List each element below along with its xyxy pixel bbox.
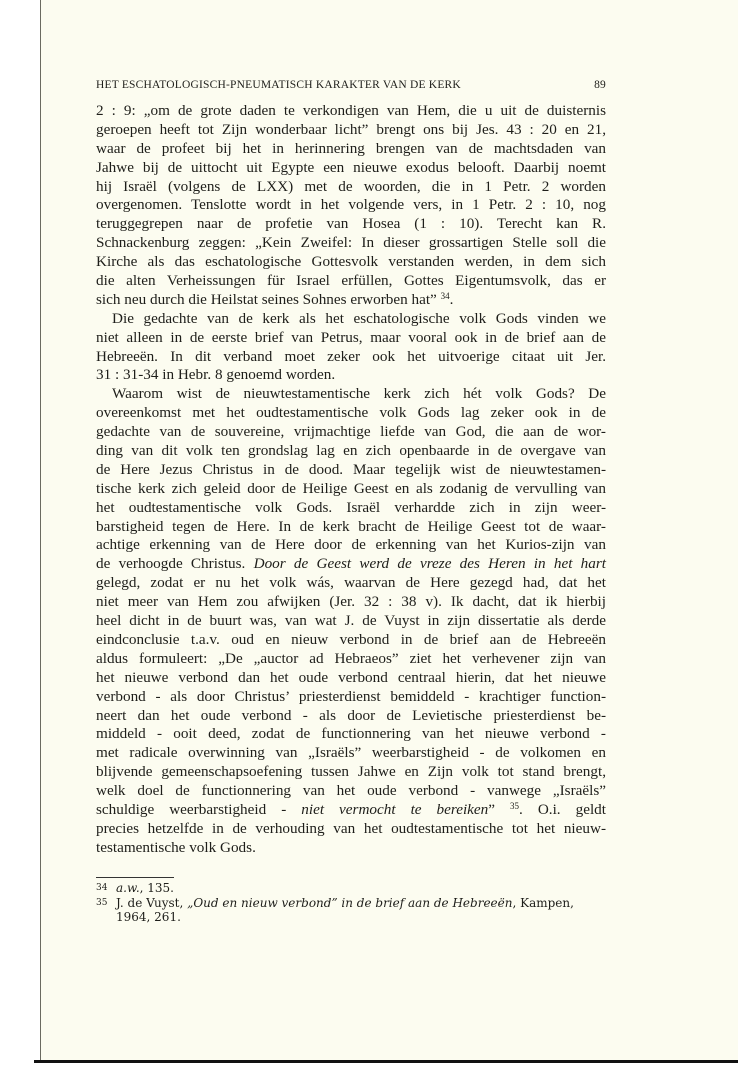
text-run: middeld - ooit deed, zodat de functionnering van het nieuwe verbond - (96, 725, 606, 743)
text-line (96, 140, 606, 159)
text-line (96, 574, 606, 593)
text-run: 2 : 9: „om de grote daden te verkondigen van Hem, die u uit de duisternis (96, 102, 606, 119)
text-line (96, 102, 606, 121)
text-line (96, 385, 606, 404)
text-line (96, 461, 606, 480)
text-run: achtige erkenning van de Here door de erkenning van het Kurios-zijn van (96, 536, 606, 554)
text-run: tische kerk zich geleid door de Heilige Geest en als zodanig de vervulling van (96, 479, 606, 497)
footnote-number: 35 (96, 897, 108, 908)
footnote-number: 34 (96, 883, 108, 893)
text-line (96, 650, 606, 669)
page-bottom-edge (34, 1060, 738, 1063)
text-run: hij Israël (volgens de LXX) met de woorden, die in 1 Petr. 2 worden (96, 177, 606, 195)
text-line (96, 442, 606, 461)
text-run: Die gedachte van de kerk als het eschatologische volk Gods vinden we (112, 309, 606, 327)
page-number: 89 (594, 79, 606, 91)
text-run: welk doel de functionnering van het oude verbond - vanwege „Israëls” (96, 782, 606, 800)
text-run: gedachte van de souvereine, vrijmachtige liefde van God, die aan de wor- (96, 423, 606, 441)
text-run: blijvende gemeenschapsoefening tussen Jahwe en Zijn volk tot stand brengt, (96, 763, 606, 781)
text-run: aldus formuleert: „De „auctor ad Hebraeos” ziet het verhevener zijn van (96, 649, 606, 667)
text-line (96, 480, 606, 499)
text-run: Schnackenburg zeggen: „Kein Zweifel: In dieser grossartigen Stelle soll die (96, 234, 606, 252)
text-run: die alten Verheissungen für Israel erfüllen, Gottes Eigentumsvolk, das er (96, 272, 606, 290)
text-run: 31 : 31-34 in Hebr. 8 genoemd worden. (96, 366, 336, 384)
text-run: met radicale overwinning van „Israëls” weerbarstigheid - de volkomen en (96, 744, 606, 762)
text-line (96, 744, 606, 763)
text-line (96, 688, 606, 707)
text-line (96, 801, 606, 820)
text-line (96, 707, 606, 726)
paragraph (96, 102, 606, 310)
footnote-text (116, 896, 606, 925)
text-run: geroepen heeft tot Zijn wonderbaar licht” brengt ons bij Jes. 43 : 20 en 21, (96, 120, 606, 138)
text-run: sich neu durch die Heilstat seines Sohnes erworben hat” (96, 290, 441, 308)
text-run: Hebreeën. In dit verband moet zeker ook het uitvoerige citaat uit Jer. (96, 347, 606, 365)
text-run: de verhoogde Christus. (96, 555, 254, 573)
text-line (96, 215, 606, 234)
paragraph (96, 310, 606, 386)
text-line (96, 593, 606, 612)
text-line (96, 725, 606, 744)
text-run: niet alleen in de eerste brief van Petrus, maar vooral ook in de brief aan de (96, 328, 606, 346)
text-run: niet vermocht te bereiken (301, 800, 489, 818)
text-run: Kirche als das eschatologische Gottesvolk verstanden werden, in dem sich (96, 253, 606, 271)
text-line (96, 669, 606, 688)
text-run: de Here Jezus Christus in de dood. Maar tegelijk wist de nieuwtestamen- (96, 460, 606, 478)
text-line (96, 310, 606, 329)
text-run: heel dicht in de buurt was, van wat J. de Vuyst in zijn dissertatie als derde (96, 612, 606, 630)
footnotes (96, 881, 606, 925)
text-line (96, 291, 606, 310)
body-text (96, 102, 606, 858)
text-run: J. de Vuyst, (116, 895, 188, 910)
text-line (96, 404, 606, 423)
text-run: barstigheid tegen de Here. In de kerk bracht de Heilige Geest tot de waar- (96, 517, 606, 535)
text-run: ” (488, 800, 511, 818)
text-line (96, 423, 606, 442)
text-run: . (449, 290, 454, 308)
text-run: . O.i. geldt (519, 800, 606, 818)
text-run: Waarom wist de nieuwtestamentische kerk zich hét volk Gods? De (112, 385, 606, 403)
text-run: gelegd, zodat er nu het volk wás, waarvan de Here gezegd had, dat het (96, 574, 606, 592)
text-line (96, 348, 606, 367)
text-line (96, 159, 606, 178)
footnote-reference: 35 (510, 800, 520, 811)
running-header (96, 79, 606, 91)
footnote-reference: 34 (440, 290, 450, 301)
text-line (96, 536, 606, 555)
text-run: „Oud en nieuw verbond” in de brief aan de Hebreeën (187, 895, 513, 910)
text-run: precies hetzelfde in de verhouding van het oudtestamentische tot het nieuw- (96, 819, 606, 837)
text-line (96, 555, 606, 574)
text-line (96, 121, 606, 140)
text-run: teruggegrepen naar de profetie van Hosea (1 : 10). Terecht kan R. (96, 215, 606, 233)
text-line (96, 839, 606, 858)
text-line (96, 272, 606, 291)
text-run: niet meer van Hem zou afwijken (Jer. 32 : 38 v). Ik dacht, dat ik hierbij (96, 593, 606, 611)
footnote (96, 881, 606, 896)
text-run: ding van dit volk ten grondslag lag en zich openbaarde in de overgave van (96, 442, 606, 460)
text-line (96, 782, 606, 801)
text-run: , 135. (139, 881, 174, 895)
text-line (96, 518, 606, 537)
text-line (96, 253, 606, 272)
text-line (96, 763, 606, 782)
text-run: schuldige weerbarstigheid - (96, 800, 302, 818)
text-line (96, 178, 606, 197)
text-line (96, 820, 606, 839)
footnote-text (116, 881, 174, 896)
text-line (96, 631, 606, 650)
paragraph (96, 385, 606, 857)
text-run: waar de profeet bij het in herinnering brengen van de machtsdaden van (96, 139, 606, 157)
text-line (96, 499, 606, 518)
text-run: Jahwe bij de uittocht uit Egypte een nieuwe exodus belooft. Daarbij noemt (96, 158, 606, 176)
text-line (96, 196, 606, 215)
text-run: , Kampen, 1964, 261. (116, 895, 574, 924)
text-line (96, 612, 606, 631)
text-run: testamentische volk Gods. (96, 838, 256, 856)
text-line (96, 329, 606, 348)
footnote (96, 896, 606, 925)
text-run: overeenkomst met het oudtestamentische volk Gods lag zeker ook in de (96, 404, 606, 422)
text-run: a.w. (116, 881, 140, 895)
footnote-rule (96, 877, 174, 878)
text-run: het oudtestamentische volk Gods. Israël verhardde zich in zijn weer- (96, 498, 606, 516)
text-run: Door de Geest werd de vreze des Heren in het hart (253, 555, 606, 573)
text-run: neert dan het oude verbond - als door de Levietische priesterdienst be- (96, 706, 606, 724)
text-run: overgenomen. Tenslotte wordt in het volgende vers, in 1 Petr. 2 : 10, nog (96, 196, 606, 214)
running-title: HET ESCHATOLOGISCH-PNEUMATISCH KARAKTER VAN DE KERK (96, 79, 461, 91)
text-run: verbond - als door Christus’ priesterdienst bemiddeld - krachtiger function- (96, 687, 606, 705)
text-run: eindconclusie t.a.v. oud en nieuw verbond in de brief aan de Hebreeën (96, 630, 606, 648)
text-line (96, 366, 606, 385)
text-line (96, 234, 606, 253)
text-run: het nieuwe verbond dan het oude verbond centraal hierin, dat het nieuwe (96, 668, 606, 686)
